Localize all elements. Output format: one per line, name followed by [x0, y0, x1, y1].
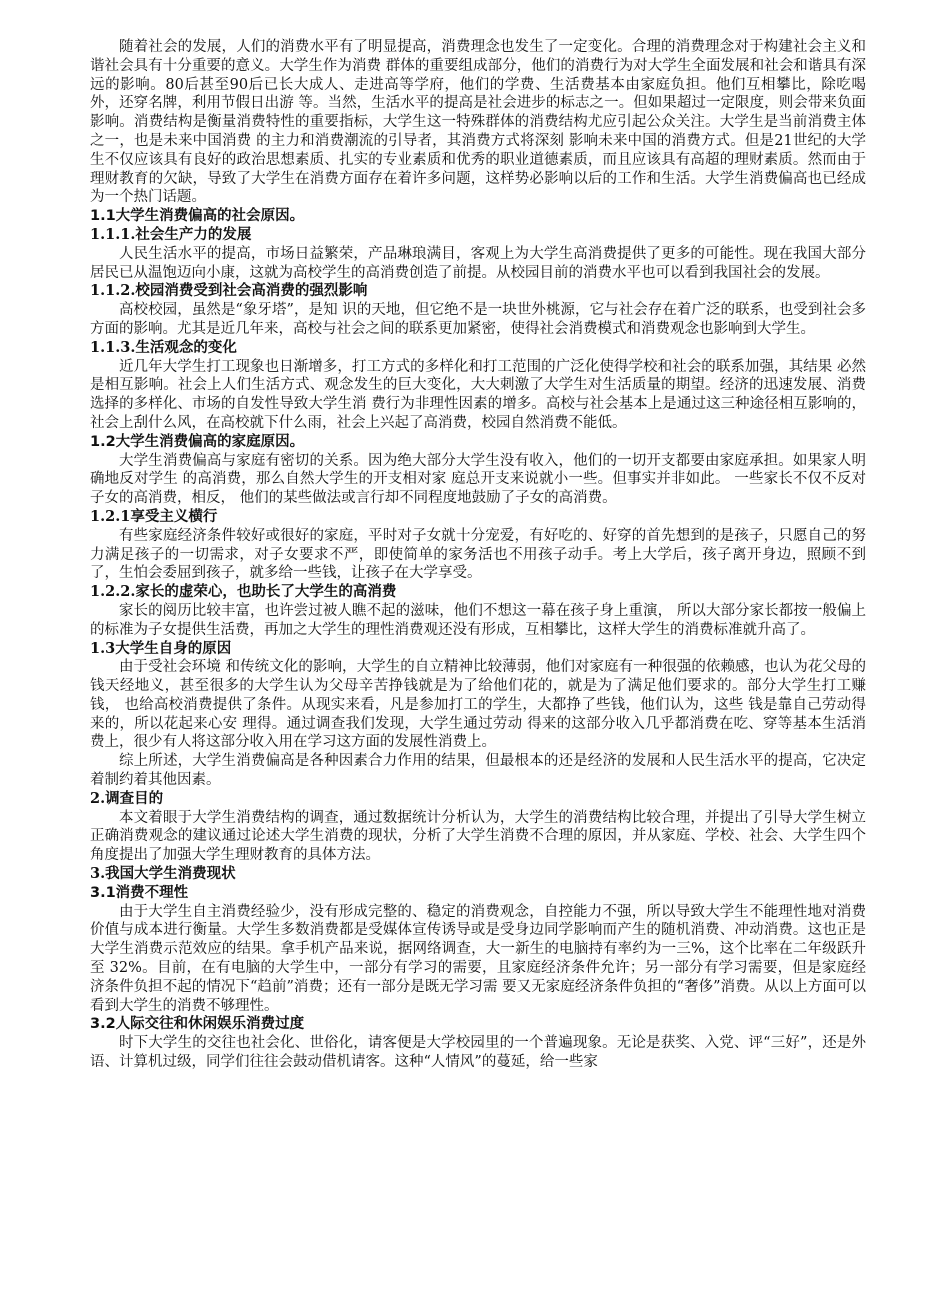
- paragraph-1-1-3: 近几年大学生打工现象也日渐增多，打工方式的多样化和打工范围的广泛化使得学校和社会的联系加强，其结果 必然是相互影响。社会上人们生活方式、观念发生的巨大变化，大大刺激了大学生对生活质量的期望。经济的迅速发展、消费选择的多样化、市场的自发性导致大学生消 费行为非理性因素的增多。高校与社会基本上是通过这三种途径相互影响的，社会上刮什么风，在高校就下什么雨，社会上兴起了高消费，校园自然消费不能低。: [90, 358, 866, 431]
- heading-2: 2.调查目的: [90, 789, 164, 807]
- heading-1-1-1: 1.1.1.社会生产力的发展: [90, 225, 252, 243]
- heading-1-1-3: 1.1.3.生活观念的变化: [90, 338, 237, 356]
- heading-1-2-1: 1.2.1享受主义横行: [90, 507, 218, 525]
- paragraph-2: 本文着眼于大学生消费结构的调查，通过数据统计分析认为，大学生的消费结构比较合理，并提出了引导大学生树立正确消费观念的建议通过论述大学生消费的现状，分析了大学生消费不合理的原因，并从家庭、学校、社会、大学生四个角度提出了加强大学生理财教育的具体方法。: [90, 809, 866, 864]
- paragraph-1-1-1: 人民生活水平的提高，市场日益繁荣，产品琳琅满目，客观上为大学生高消费提供了更多的可能性。现在我国大部分居民已从温饱迈向小康，这就为高校学生的高消费创造了前提。从校园目前的消费水平也可以看到我国社会的发展。: [90, 245, 866, 281]
- paragraph-1-1-2: 高校校园，虽然是“象牙塔”，是知 识的天地，但它绝不是一块世外桃源，它与社会存在着广泛的联系，也受到社会多方面的影响。尤其是近几年来，高校与社会之间的联系更加紧密，使得社会消费模式和消费观念也影响到大学生。: [90, 302, 866, 337]
- heading-1-1-2: 1.1.2.校园消费受到社会高消费的强烈影响: [90, 282, 368, 300]
- paragraph-1-3: 由于受社会环境 和传统文化的影响，大学生的自立精神比较薄弱，他们对家庭有一种很强的依赖感，也认为花父母的钱天经地义，甚至很多的大学生认为父母辛苦挣钱就是为了给他们花的，就是为了满足他们要求的。部分大学生打工赚钱， 也给高校消费提供了条件。从现实来看，凡是参加打工的学生，大都挣了些钱，他们认为，这些 钱是靠自己劳动得来的，所以花起来心安 理得。通过调查我们发现，大学生通过劳动 得来的这部分收入几乎都消费在吃、穿等基本生活消费上，很少有人将这部分收入用在学习这方面的发展性消费上。: [90, 659, 866, 751]
- paragraph-3-1: 由于大学生自主消费经验少，没有形成完整的、稳定的消费观念，自控能力不强，所以导致大学生不能理性地对消费价值与成本进行衡量。大学生多数消费都是受媒体宣传诱导或是受身边同学影响而产生的随机消费、冲动消费。这也正是大学生消费示范效应的结果。拿手机产品来说，据网络调查，大一新生的电脑持有率约为一三%，这个比率在二年级跃升至 32%。目前，在有电脑的大学生中，一部分有学习的需要，且家庭经济条件允许；另一部分有学习需要，但是家庭经济条件负担不起的情况下“趋前”消费；还有一部分是既无学习需 要又无家庭经济条件负担的“奢侈”消费。从以上方面可以看到大学生的消费不够理性。: [90, 903, 866, 1014]
- heading-3-1: 3.1消费不理性: [90, 884, 189, 901]
- paragraph-1-2-2: 家长的阅历比较丰富，也许尝过被人瞧不起的滋味，他们不想这一幕在孩子身上重演， 所以大部分家长都按一般偏上的标准为子女提供生活费，再加之大学生的理性消费观还没有形成，互相攀比，这样大学生的消费标准就升高了。: [90, 602, 866, 638]
- heading-1-1: 1.1大学生消费偏高的社会原因。: [90, 208, 305, 225]
- intro-paragraph: 随着社会的发展，人们的消费水平有了明显提高，消费理念也发生了一定变化。合理的消费理念对于构建社会主义和谐社会具有十分重要的意义。大学生作为消费 群体的重要组成部分，他们的消费行为对大学生全面发展和社会和谐具有深远的影响。80后甚至90后已长大成人、走进高等学府，他们的学费、生活费基本由家庭负担。他们互相攀比，除吃喝外，还穿名牌，利用节假日出游 等。当然，生活水平的提高是社会进步的标志之一。但如果超过一定限度，则会带来负面影响。消费结构是衡量消费特性的重要指标，大学生这一特殊群体的消费结构尤应引起公众关注。大学生是当前消费主体之一，也是未来中国消费 的主力和消费潮流的引导者，其消费方式将深刻 影响未来中国的消费方式。但是21世纪的大学生不仅应该具有良好的政治思想素质、扎实的专业素质和优秀的职业道德素质，而且应该具有高超的理财素质。然而由于理财教育的欠缺，导致了大学生在消费方面存在着许多问题，这样势必影响以后的工作和生活。大学生消费偏高也已经成为一个热门话题。: [90, 39, 866, 206]
- heading-3: 3.我国大学生消费现状: [90, 865, 236, 883]
- paragraph-1-2-1: 有些家庭经济条件较好或很好的家庭，平时对子女就十分宠爱，有好吃的、好穿的首先想到的是孩子，只愿自己的努力满足孩子的一切需求，对子女要求不严，即使简单的家务活也不用孩子动手。考上大学后，孩子离开身边，照顾不到了，生怕会委屈到孩子，就多给一些钱，让孩子在大学享受。: [90, 527, 866, 582]
- heading-1-2: 1.2大学生消费偏高的家庭原因。: [90, 433, 305, 450]
- paragraph-1-2: 大学生消费偏高与家庭有密切的关系。因为绝大部分大学生没有收入，他们的一切开支都要由家庭承担。如果家人明确地反对学生 的高消费，那么自然大学生的开支相对家 庭总开支来说就小一些。但事实并非如此。 一些家长不仅不反对子女的高消费，相反， 他们的某些做法或言行却不同程度地鼓励了子女的高消费。: [90, 452, 866, 507]
- paragraph-3-2: 时下大学生的交往也社会化、世俗化，请客便是大学校园里的一个普遍现象。无论是获奖、入党、评“三好”，还是外语、计算机过级，同学们往往会鼓动借机请客。这种“人情风”的蔓延，给一些家: [90, 1035, 866, 1071]
- heading-1-3: 1.3大学生自身的原因: [90, 639, 232, 657]
- heading-1-2-2: 1.2.2.家长的虚荣心，也助长了大学生的高消费: [90, 583, 397, 601]
- paragraph-summary: 综上所述，大学生消费偏高是各种因素合力作用的结果，但最根本的还是经济的发展和人民生活水平的提高，它决定着制约着其他因素。: [90, 753, 866, 789]
- heading-3-2: 3.2人际交往和休闲娱乐消费过度: [90, 1016, 305, 1033]
